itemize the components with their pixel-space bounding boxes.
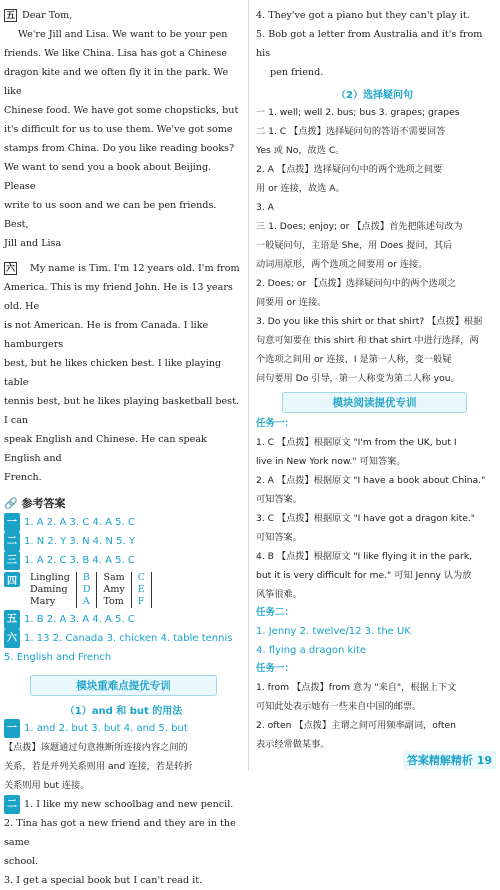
answer-line: 一般疑问句，主语是 She，用 Does 提问，其后 [256, 240, 453, 251]
passage-line: speak English and Chinese. He can speak English and [4, 434, 207, 464]
letter-line: Jill and Lisa [4, 238, 62, 249]
task-three-line: 1. from 【点拨】from 意为 "来自"，根据上下文 [256, 682, 457, 693]
match-row [24, 596, 151, 608]
answer-row-label: 二 [4, 532, 20, 551]
answer-line: 三 1. Does; enjoy; or 【点拨】首先把陈述句改为 [256, 221, 463, 232]
answer-row-label: 一 [4, 513, 20, 532]
reading-line: but it is very difficult for me." 可知 Jenny 认为放 [256, 570, 472, 581]
answer-row-label: 二 [4, 795, 20, 814]
letter-line: Chinese food. We have got some chopsticks, but [4, 105, 239, 116]
passage-line: best, but he likes chicken best. I like playing table [4, 358, 222, 388]
reading-line: live in New York now." 可知答案。 [256, 456, 406, 467]
answers-title: 参考答案 [21, 497, 66, 510]
answer-row-label: 三 [4, 551, 20, 570]
answers-section [0, 487, 247, 667]
answer-row-text: pen friend. [270, 67, 324, 78]
answer-line: 3. Do you like this shirt or that shirt? 【点拨】根据 [256, 316, 483, 327]
answer-row-text: 1. and 2. but 3. but 4. and 5. but [24, 723, 188, 734]
explain-line: 关系，若是并列关系则用 and 连接，若是转折 [4, 761, 193, 772]
reading-line: 3. C 【点拨】根据原文 "I have got a dragon kite." [256, 513, 475, 524]
passage-line: My name is Tim. I'm 12 years old. I'm from [30, 263, 240, 274]
answer-row-text: 1. N 2. Y 3. N 4. N 5. Y [24, 536, 135, 547]
answer-line: 动词用原形，两个选项之间要用 or 连接。 [256, 259, 428, 270]
left-banner: 模块重难点提优专训 [30, 675, 217, 696]
reading-line: 1. C 【点拨】根据原文 "I'm from the UK, but I [256, 437, 457, 448]
task-three-line: 表示经常做某事。 [256, 739, 330, 750]
right-subtitle: （2）选择疑问句 [336, 90, 413, 101]
left-subtitle: （1）and 和 but 的用法 [64, 706, 183, 717]
passage-line: French. [4, 472, 42, 483]
answer-row-text: 1. B 2. A 3. A 4. A 5. C [24, 614, 135, 625]
right-banner: 模块阅读提优专训 [282, 392, 467, 413]
explain-line: 关系则用 but 连接。 [4, 780, 90, 791]
answer-row-text: 1. A 2. A 3. C 4. A 5. C [24, 517, 135, 528]
match-cell: Lingling [30, 572, 70, 583]
letter-line: Dear Tom, [22, 10, 73, 21]
answer-line: 问句要用 Do 引导，第一人称变为第二人称 you。 [256, 373, 460, 384]
reading-line: 2. A 【点拨】根据原文 "I have a book about China." [256, 475, 486, 486]
answer-line: 一 1. well; well 2. bus; bus 3. grapes; grapes [256, 107, 460, 118]
letter-line: stamps from China. Do you like reading books? [4, 143, 235, 154]
answer-row-text: 5. Bob got a letter from Australia and it's from his [256, 29, 483, 59]
letter-line: friends. We like China. Lisa has got a Chinese [4, 48, 227, 59]
answer-line: 句意可知要在 this shirt 和 that shirt 中进行选择，两 [256, 335, 479, 346]
column-divider [248, 0, 249, 771]
letter-line: We want to send you a book about Beijing. Please [4, 162, 212, 192]
left-column [0, 0, 247, 890]
section-five-label: 五 [5, 11, 15, 21]
task-three-line: 2. often 【点拨】主谓之间可用频率副词，often [256, 720, 456, 731]
task-three-line: 可知此处表示她有一些来自中国的邮票。 [256, 701, 422, 712]
section-six-label: 六 [5, 264, 15, 274]
match-row [24, 572, 151, 584]
answer-line: Yes 或 No，故选 C。 [256, 145, 345, 156]
reading-line: 可知答案。 [256, 532, 302, 543]
explain-line: 【点拨】该题通过句意推断所连接内容之间的 [4, 742, 188, 753]
letter-line: dragon kite and we often fly it in the park. We like [4, 67, 229, 97]
reading-section [252, 413, 497, 754]
match-cell: Sam [103, 572, 125, 583]
answer-row-label: 一 [4, 719, 20, 738]
answer-line: 个选项之间用 or 连接，I 是第一人称，变一般疑 [256, 354, 452, 365]
task-one-label: 任务一： [256, 418, 295, 429]
letter-section [0, 0, 247, 253]
reading-line: 风筝很难。 [256, 589, 302, 600]
answer-line: 用 or 连接，故选 A。 [256, 183, 345, 194]
answer-row-label: 五 [4, 610, 20, 629]
page-footer: 答案精解精析 19 [403, 751, 496, 769]
right-column [252, 0, 497, 754]
match-cell: E [131, 584, 151, 596]
answer-line: 2. Does; or 【点拨】选择疑问句中的两个选项之 [256, 278, 457, 289]
match-cell: F [131, 596, 151, 608]
passage-line: tennis best, but he likes playing basketball best. I can [4, 396, 239, 426]
match-cell: Mary [30, 596, 56, 607]
answer-row-text: 4. They've got a piano but they can't play it. [256, 10, 470, 21]
match-row [24, 584, 151, 596]
match-cell: D [76, 584, 97, 596]
passage-six [0, 253, 247, 487]
answer-line: 二 1. C 【点拨】选择疑问句的答语不需要回答 [256, 126, 446, 137]
passage-line: is not American. He is from Canada. I like hamburgers [4, 320, 209, 350]
reading-line: 4. B 【点拨】根据原文 "I like flying it in the park, [256, 551, 473, 562]
answer-row-text: 3. I get a special book but I can't read it. [4, 875, 203, 886]
letter-line: We're Jill and Lisa. We want to be your pen [18, 29, 228, 40]
answer-row-text: 1. 13 2. Canada 3. chicken 4. table tennis [24, 633, 233, 644]
task-two-line: 4. flying a dragon kite [256, 645, 367, 656]
answer-line: 2. A 【点拨】选择疑问句中的两个选项之间要 [256, 164, 443, 175]
answer-line: 3. A [256, 202, 274, 213]
passage-line: America. This is my friend John. He is 13 years old. He [4, 282, 233, 312]
match-block [4, 572, 243, 608]
and-but-section [0, 717, 247, 890]
letter-line: write to us soon and we can be pen friends. [4, 200, 217, 211]
match-table [24, 572, 152, 608]
answer-row-text: 2. Tina has got a new friend and they are in the same [4, 818, 236, 848]
match-cell: A [76, 596, 97, 608]
answer-row-text: 1. A 2. C 3. B 4. A 5. C [24, 555, 135, 566]
reading-line: 可知答案。 [256, 494, 302, 505]
task-three-label: 任务一： [256, 663, 295, 674]
letter-line: it's difficult for us to use them. We've got some [4, 124, 233, 135]
match-cell: Daming [30, 584, 68, 595]
task-two-line: 1. Jenny 2. twelve/12 3. the UK [256, 626, 411, 637]
answer-row-text: 1. I like my new schoolbag and new pencil. [24, 799, 234, 810]
answer-row-text: 5. English and French [4, 652, 112, 663]
match-cell: Amy [103, 584, 125, 595]
answer-row-label: 四 [4, 572, 20, 587]
letter-line: Best, [4, 219, 29, 230]
answer-row-text: school. [4, 856, 39, 867]
link-icon: 🔗 [4, 497, 18, 510]
answer-row-label: 六 [4, 629, 20, 648]
match-cell: B [76, 572, 97, 584]
match-cell: C [131, 572, 151, 584]
choice-question-section [252, 101, 497, 388]
match-cell: Tom [103, 596, 124, 607]
answer-line: 间要用 or 连接。 [256, 297, 327, 308]
task-two-label: 任务二： [256, 607, 295, 618]
